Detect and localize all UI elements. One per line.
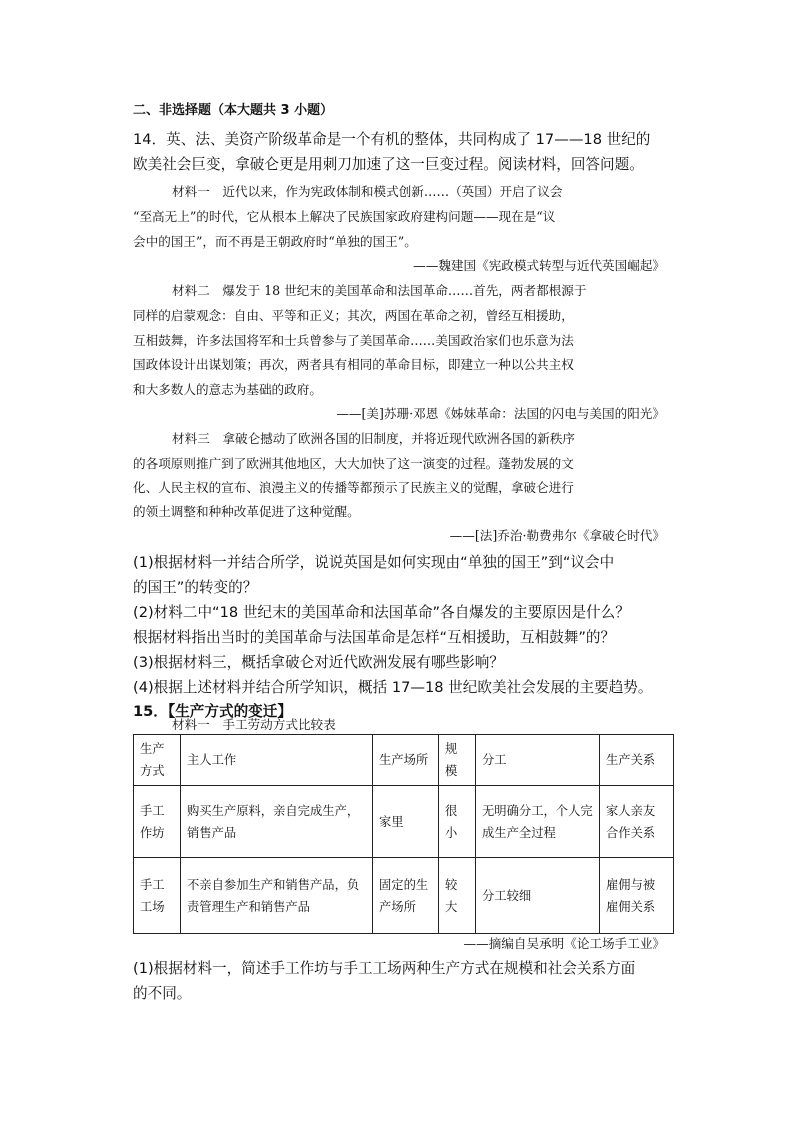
table-cell: 家人亲友合作关系: [600, 786, 674, 858]
q14-subquestion-2-line-1: (2)材料二中“18 世纪末的美国革命和法国革命”各自爆发的主要原因是什么？: [133, 604, 630, 621]
q14-material-3-line-4: 的领土调整和种种改革促进了这种觉醒。: [133, 504, 360, 519]
production-comparison-table: [133, 734, 674, 934]
table-header-row: [134, 735, 674, 786]
q14-material-3-source: ——[法]乔治·勒费弗尔《拿破仑时代》: [449, 528, 665, 543]
q15-subquestion-1-line-2: 的不同。: [133, 985, 192, 1002]
table-cell: 不亲自参加生产和销售产品，负责管理生产和销售产品: [181, 858, 373, 934]
q14-subquestion-2-line-2: 根据材料指出当时的美国革命与法国革命是怎样“互相援助，互相鼓舞”的？: [133, 629, 616, 646]
table-header-cell: 规模: [439, 735, 476, 786]
section-title: 二、非选择题（本大题共 3 小题）: [133, 103, 334, 118]
q15-title: 15．【生产方式的变迁】: [133, 703, 292, 720]
q14-material-1-line-3: 会中的国王”，而不再是王朝政府时“单独的国王”。: [133, 234, 417, 249]
q14-stem-line-2: 欧美社会巨变，拿破仑更是用刺刀加速了这一巨变过程。阅读材料，回答问题。: [133, 156, 644, 173]
q14-material-1-source: ——魏建国《宪政模式转型与近代英国崛起》: [413, 258, 665, 273]
table-row: [134, 858, 674, 934]
table-cell: 手工作坊: [134, 786, 181, 858]
table-header-cell: 生产场所: [373, 735, 439, 786]
q14-material-2-line-5: 和大多数人的意志为基础的政府。: [133, 382, 322, 397]
table-cell: 手工工场: [134, 858, 181, 934]
table-header-cell: 主人工作: [181, 735, 373, 786]
q14-material-3-line-3: 化、人民主权的宣布、浪漫主义的传播等都预示了民族主义的觉醒，拿破仑进行: [133, 480, 574, 495]
q14-material-3-line-2: 的各项原则推广到了欧洲其他地区，大大加快了这一演变的过程。蓬勃发展的文: [133, 456, 574, 471]
q14-material-2-line-2: 同样的启蒙观念：自由、平等和正义；其次，两国在革命之初，曾经互相援助，: [133, 308, 574, 323]
q14-material-1-line-2: “至高无上”的时代，它从根本上解决了民族国家政府建构问题——现在是“议: [133, 209, 556, 224]
table-cell: 购买生产原料，亲自完成生产，销售产品: [181, 786, 373, 858]
table-cell: 很小: [439, 786, 476, 858]
table-cell: 雇佣与被雇佣关系: [600, 858, 674, 934]
q14-material-3-line-1: 材料三 拿破仑撼动了欧洲各国的旧制度，并将近现代欧洲各国的新秩序: [172, 431, 575, 446]
q14-material-1-line-1: 材料一 近代以来，作为宪政体制和模式创新……（英国）开启了议会: [172, 184, 563, 199]
q14-material-2-line-3: 互相鼓舞，许多法国将军和士兵曾参与了美国革命……美国政治家们也乐意为法: [133, 333, 574, 348]
table-header-cell: 生产关系: [600, 735, 674, 786]
q14-subquestion-1-line-1: (1)根据材料一并结合所学，说说英国是如何实现由“单独的国王”到“议会中: [133, 554, 615, 571]
table-cell: 固定的生产场所: [373, 858, 439, 934]
table-header-cell: 分工: [476, 735, 600, 786]
table-cell: 分工较细: [476, 858, 600, 934]
q14-subquestion-4: (4)根据上述材料并结合所学知识，概括 17—18 世纪欧美社会发展的主要趋势。: [133, 679, 653, 696]
table-cell: 较大: [439, 858, 476, 934]
table-row: [134, 786, 674, 858]
q14-stem-line-1: 14．英、法、美资产阶级革命是一个有机的整体，共同构成了 17——18 世纪的: [133, 131, 651, 148]
table-cell: 家里: [373, 786, 439, 858]
q14-subquestion-1-line-2: 的国王”的转变的？: [133, 579, 258, 596]
q15-material-1-label: 材料一 手工劳动方式比较表: [172, 717, 336, 732]
q14-material-2-line-4: 国政体设计出谋划策；再次，两者具有相同的革命目标，即建立一种以公共主权: [133, 357, 574, 372]
q14-subquestion-3: (3)根据材料三，概括拿破仑对近代欧洲发展有哪些影响？: [133, 654, 504, 671]
q14-material-2-source: ——[美]苏珊·邓恩《姊妹革命：法国的闪电与美国的阳光》: [336, 406, 665, 421]
q14-material-2-line-1: 材料二 爆发于 18 世纪末的美国革命和法国革命……首先，两者都根源于: [172, 283, 587, 298]
table-source: ——摘编自吴承明《论工场手工业》: [463, 936, 665, 951]
table-cell: 无明确分工，个人完成生产全过程: [476, 786, 600, 858]
table-header-cell: 生产方式: [134, 735, 181, 786]
q15-subquestion-1-line-1: (1)根据材料一，简述手工作坊与手工工场两种生产方式在规模和社会关系方面: [133, 960, 636, 977]
